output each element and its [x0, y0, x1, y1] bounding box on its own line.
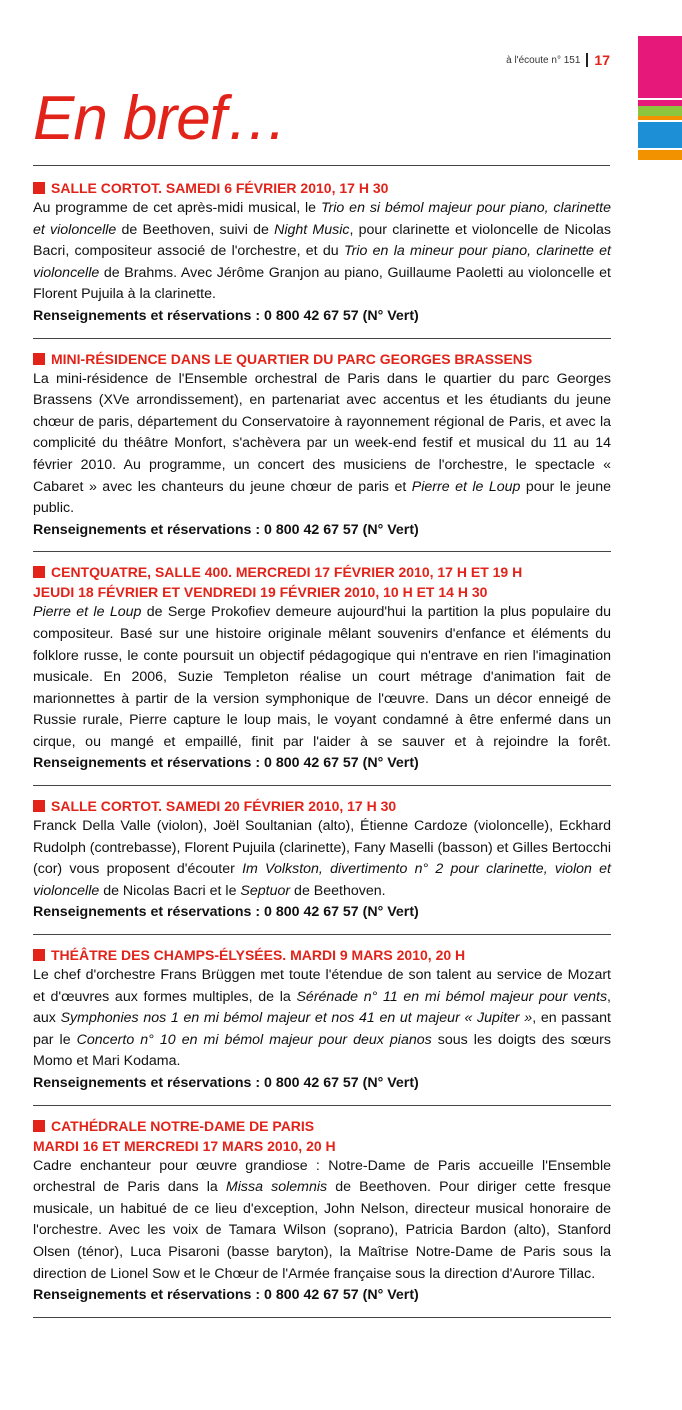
reservation-info: Renseignements et réservations : 0 800 42 67 57 (N° Vert)	[33, 755, 419, 772]
article-body: Pierre et le Loup de Serge Prokofiev demeure aujourd'hui la partition la plus populaire du compositeur. Basé sur une histoire originale mêlant souvenirs d'enfance et éléments du folklore russe, le conte poursuit un objectif pédagogique qui n'entrave en rien l'imagination musicale. En 2006, Suzie Templeton réalise un court métrage d'animation fait de marionnettes à partir de la version symphonique de l'œuvre. Dans un décor enneigé de Russie rurale, Pierre capture le loup mais, le voyant condamné à être enfermé dans un cirque, ou mangé et empaillé, finit par l'aider à se sauver et à rejoindre la forêt. Renseignements et réservations : 0 800 42 67 57 (N° Vert)	[33, 604, 611, 772]
reservation-info: Renseignements et réservations : 0 800 42 67 57 (N° Vert)	[33, 1075, 419, 1091]
article-heading: CATHÉDRALE NOTRE-DAME DE PARIS	[33, 1116, 611, 1136]
red-square-icon	[33, 949, 45, 961]
reservation-info: Renseignements et réservations : 0 800 42 67 57 (N° Vert)	[33, 904, 419, 921]
color-tab-green	[638, 106, 682, 116]
magazine-issue: à l'écoute n° 151	[506, 54, 581, 66]
red-square-icon	[33, 800, 45, 812]
articles-list	[33, 178, 611, 1328]
article	[33, 562, 611, 786]
article-body: Franck Della Valle (violon), Joël Soultanian (alto), Étienne Cardoze (violoncelle), Eckhard Rudolph (contrebasse), Florent Pujuila (clarinette), Fany Maselli (basson) et Gilles Bertocchi (cor) vous proposent d'écouter Im Volkston, divertimento n° 2 pour clarinette, violon et violoncelle de Nicolas Bacri et le Septuor de Beethoven.	[33, 818, 611, 899]
article-heading: SALLE CORTOT. SAMEDI 6 FÉVRIER 2010, 17 H 30	[33, 178, 611, 198]
red-square-icon	[33, 566, 45, 578]
folio-separator	[586, 53, 588, 67]
article-heading-line2: MARDI 16 ET MERCREDI 17 MARS 2010, 20 H	[33, 1137, 336, 1154]
reservation-info: Renseignements et réservations : 0 800 42 67 57 (N° Vert)	[33, 307, 419, 324]
reservation-info: Renseignements et réservations : 0 800 42 67 57 (N° Vert)	[33, 1287, 419, 1304]
color-tab-blue	[638, 122, 682, 148]
red-square-icon	[33, 182, 45, 194]
article	[33, 1116, 611, 1318]
color-tab-orange	[638, 116, 682, 120]
article-heading-line2: JEUDI 18 FÉVRIER ET VENDREDI 19 FÉVRIER 2010, 10 H ET 14 H 30	[33, 584, 488, 601]
color-tab-pink	[638, 36, 682, 98]
red-square-icon	[33, 353, 45, 365]
title-rule	[33, 165, 610, 166]
red-square-icon	[33, 1120, 45, 1132]
reservation-info: Renseignements et réservations : 0 800 42 67 57 (N° Vert)	[33, 521, 419, 538]
article-body: Le chef d'orchestre Frans Brüggen met toute l'étendue de son talent au service de Mozart et d'œuvres aux formes multiples, de la Sérénade n° 11 en mi bémol majeur pour vents, aux Symphonies nos 1 en mi bémol majeur et nos 41 en ut majeur « Jupiter », en passant par le Concerto n° 10 en mi bémol majeur pour deux pianos sous les doigts des sœurs Momo et Mari Kodama.	[33, 967, 612, 1070]
page-title: En bref…	[33, 84, 287, 153]
article	[33, 178, 611, 339]
article-body: La mini-résidence de l'Ensemble orchestral de Paris dans le quartier du parc Georges Brassens (XVe arrondissement), en partenariat avec accentus et les étudiants du jeune chœur de paris, département du Conservatoire à rayonnement régional de Paris, et avec la complicité du théâtre Monfort, s'achèvera par un week-end festif et musical du 11 au 14 février 2010. Au programme, un concert des musiciens de l'orchestre, le spectacle « Cabaret » avec les chanteurs du jeune chœur de paris et Pierre et le Loup pour le jeune public.	[33, 370, 612, 517]
article-heading: CENTQUATRE, SALLE 400. MERCREDI 17 FÉVRIER 2010, 17 H ET 19 H	[33, 562, 611, 582]
color-tab-orange-bottom	[638, 150, 682, 160]
article	[33, 945, 611, 1106]
article-heading: SALLE CORTOT. SAMEDI 20 FÉVRIER 2010, 17 H 30	[33, 796, 611, 816]
article	[33, 349, 611, 553]
article-heading: MINI-RÉSIDENCE DANS LE QUARTIER DU PARC GEORGES BRASSENS	[33, 349, 611, 369]
article-heading: THÉÂTRE DES CHAMPS-ÉLYSÉES. MARDI 9 MARS 2010, 20 H	[33, 945, 611, 965]
article-body: Cadre enchanteur pour œuvre grandiose : Notre-Dame de Paris accueille l'Ensemble orchestral de Paris dans la Missa solemnis de Beethoven. Pour diriger cette fresque musicale, un habitué de ce lieu d'exception, John Nelson, directeur musical honoraire de l'orchestre. Avec les voix de Tamara Wilson (soprano), Patricia Bardon (alto), Stanford Olsen (ténor), Luca Pisaroni (basse baryton), la Maîtrise Notre-Dame de Paris sous la direction de Lionel Sow et le Chœur de l'Armée française sous la direction d'Aurore Tillac.	[33, 1157, 611, 1282]
article-body: Au programme de cet après-midi musical, le Trio en si bémol majeur pour piano, clarinette et violoncelle de Beethoven, suivi de Night Music, pour clarinette et violoncelle de Nicolas Bacri, compositeur associé de l'orchestre, et du Trio en la mineur pour piano, clarinette et violoncelle de Brahms. Avec Jérôme Granjon au piano, Guillaume Paoletti au violoncelle et Florent Pujuila à la clarinette.	[33, 200, 612, 303]
page-folio	[506, 52, 610, 68]
article	[33, 796, 611, 935]
page-number: 17	[594, 52, 610, 68]
